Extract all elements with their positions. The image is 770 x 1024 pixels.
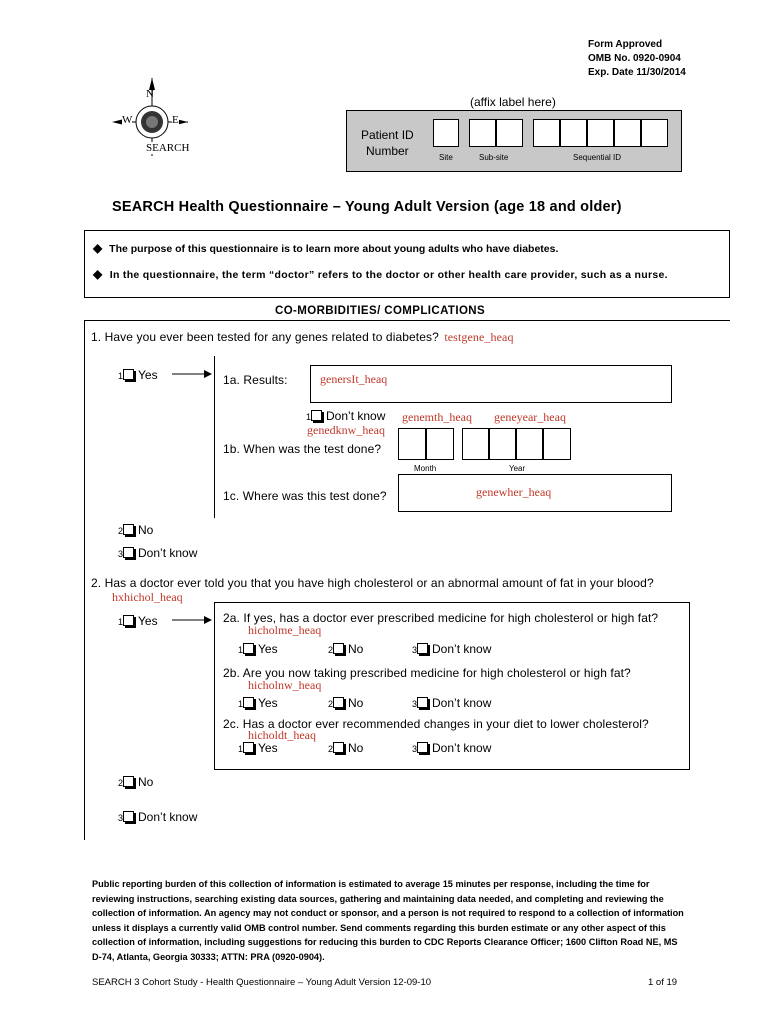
q2c-dont-know[interactable]: 3 Don’t know — [412, 741, 492, 755]
q2c-yes[interactable]: 1 Yes — [238, 741, 278, 755]
patient-id-box — [346, 110, 682, 172]
seq-digit-5[interactable] — [641, 119, 668, 147]
q2b-yes-checkbox[interactable] — [243, 697, 254, 708]
burden-statement: Public reporting burden of this collection of information is estimated to average 15 minutes per response, including the time for reviewing instructions, searching existing data sources, gathering and maintaining data needed, and completing and reviewing the collection of information. An agency may not conduct or sponsor, and a person is not required to respond to a collection of information unless it displays a currently valid OMB control number. Send comments regarding this burden estimate or any other aspect of this collection of information, including suggestions for reducing this burden to CDC Reports Clearance Officer; 1600 Clifton Road NE, MS D-74, Atlanta, Georgia 30333; ATTN: PRA (0920-0904). — [92, 879, 684, 962]
arrow-right-icon — [172, 615, 212, 625]
search-logo — [108, 76, 192, 160]
year-digit-1[interactable] — [462, 428, 489, 460]
patient-id-label: Patient ID Number — [361, 128, 414, 158]
q2b-no[interactable]: 2 No — [328, 696, 364, 710]
q2c-no-checkbox[interactable] — [333, 742, 344, 753]
q2-var: hxhichol_heaq — [112, 590, 183, 604]
form-approval — [588, 38, 686, 80]
q1-month-var: genemth_heaq — [402, 410, 472, 424]
q2a-dont-know[interactable]: 3 Don’t know — [412, 642, 492, 656]
site-digit[interactable] — [433, 119, 459, 147]
subsite-digit-1[interactable] — [469, 119, 496, 147]
q1c-label: 1c. Where was this test done? — [223, 489, 387, 503]
q2-yes[interactable]: 1 Yes — [118, 614, 158, 628]
q2c-var: hicholdt_heaq — [248, 728, 316, 742]
q1-yes[interactable]: 1 Yes — [118, 368, 158, 382]
q1-dont-know-checkbox[interactable] — [311, 410, 322, 421]
logo-w: W — [122, 114, 133, 126]
subsite-digit-2[interactable] — [496, 119, 523, 147]
sequential-label: Sequential ID — [573, 153, 622, 162]
q1-var: testgene_heaq — [444, 330, 514, 344]
seq-digit-1[interactable] — [533, 119, 560, 147]
q1-dont-know-2-checkbox[interactable] — [123, 547, 134, 558]
q2c-yes-checkbox[interactable] — [243, 742, 254, 753]
q1-dont-know-2[interactable]: 3 Don’t know — [118, 546, 198, 560]
q2-no[interactable]: 2 No — [118, 775, 154, 789]
q2b-text: 2b. Are you now taking prescribed medicine for high cholesterol or high fat? — [223, 666, 631, 680]
q2a-no[interactable]: 2 No — [328, 642, 364, 656]
q1-dk-var: genedknw_heaq — [307, 423, 385, 437]
q2a-text: 2a. If yes, has a doctor ever prescribed medicine for high cholesterol or high fat? — [223, 611, 659, 625]
page-title: SEARCH Health Questionnaire – Young Adult Version (age 18 and older) — [112, 199, 622, 215]
year-label: Year — [509, 464, 526, 473]
q1-no[interactable]: 2 No — [118, 523, 154, 537]
year-digit-4[interactable] — [543, 428, 571, 460]
purpose-box — [84, 230, 730, 298]
q1-yes-checkbox[interactable] — [123, 369, 134, 380]
q1a-var: genersIt_heaq — [320, 372, 388, 386]
purpose-line-1: ◆ The purpose of this questionnaire is to learn more about young adults who have diabetes. — [93, 241, 559, 255]
q2c-text: 2c. Has a doctor ever recommended changes in your diet to lower cholesterol? — [223, 717, 649, 731]
q2-no-checkbox[interactable] — [123, 776, 134, 787]
q1c-var: genewher_heaq — [476, 485, 552, 499]
q2a-yes[interactable]: 1 Yes — [238, 642, 278, 656]
year-digit-3[interactable] — [516, 428, 543, 460]
month-label: Month — [414, 464, 437, 473]
exp-date: Exp. Date 11/30/2014 — [588, 67, 686, 78]
purpose-line-2: ◆ In the questionnaire, the term “doctor” refers to the doctor or other health care provider, such as a nurse. — [93, 267, 668, 281]
seq-digit-4[interactable] — [614, 119, 641, 147]
q2-text: 2. Has a doctor ever told you that you have high cholesterol or an abnormal amount of fat in your blood? — [91, 576, 654, 590]
q1-no-checkbox[interactable] — [123, 524, 134, 535]
diamond-icon: ◆ — [93, 267, 103, 281]
footer-left: SEARCH 3 Cohort Study - Health Questionnaire – Young Adult Version 12-09-10 — [92, 977, 432, 988]
form-approved: Form Approved — [588, 39, 663, 50]
q1a-label: 1a. Results: — [223, 373, 288, 387]
site-label: Site — [439, 153, 453, 162]
q2b-var: hicholnw_heaq — [248, 678, 322, 692]
q2b-dont-know[interactable]: 3 Don’t know — [412, 696, 492, 710]
q2-yes-checkbox[interactable] — [123, 615, 134, 626]
q2a-dont-know-checkbox[interactable] — [417, 643, 428, 654]
q2a-var: hicholme_heaq — [248, 623, 322, 637]
subsite-label: Sub-site — [479, 153, 509, 162]
q1-dont-know[interactable]: 1 Don’t know — [306, 409, 386, 423]
month-digit-1[interactable] — [398, 428, 426, 460]
diamond-icon: ◆ — [93, 241, 103, 255]
page-number: 1 of 19 — [648, 977, 678, 988]
q2c-dont-know-checkbox[interactable] — [417, 742, 428, 753]
q2c-no[interactable]: 2 No — [328, 741, 364, 755]
seq-digit-3[interactable] — [587, 119, 614, 147]
year-digit-2[interactable] — [489, 428, 516, 460]
q2b-no-checkbox[interactable] — [333, 697, 344, 708]
logo-brand: SEARCH — [146, 142, 190, 154]
section-title: CO-MORBIDITIES/ COMPLICATIONS — [275, 305, 486, 317]
q2-dont-know[interactable]: 3 Don’t know — [118, 810, 198, 824]
seq-digit-2[interactable] — [560, 119, 587, 147]
arrow-right-icon — [172, 369, 212, 379]
q1b-label: 1b. When was the test done? — [223, 442, 382, 456]
q2b-yes[interactable]: 1 Yes — [238, 696, 278, 710]
q2a-yes-checkbox[interactable] — [243, 643, 254, 654]
q2a-no-checkbox[interactable] — [333, 643, 344, 654]
q2-dont-know-checkbox[interactable] — [123, 811, 134, 822]
omb-number: OMB No. 0920-0904 — [588, 53, 681, 64]
month-digit-2[interactable] — [426, 428, 454, 460]
q1-year-var: geneyear_heaq — [494, 410, 566, 424]
logo-e: E — [172, 114, 179, 126]
q1-text: 1. Have you ever been tested for any genes related to diabetes? testgene_heaq — [91, 330, 514, 344]
q2b-dont-know-checkbox[interactable] — [417, 697, 428, 708]
logo-n: N — [146, 88, 154, 100]
affix-label-caption: (affix label here) — [470, 95, 556, 109]
